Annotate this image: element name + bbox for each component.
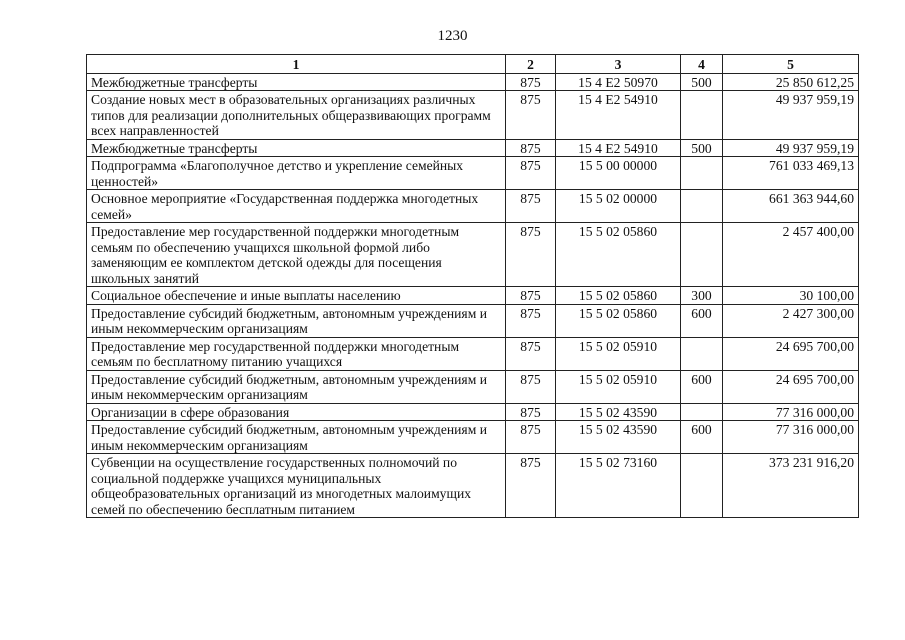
table-row xyxy=(87,370,859,403)
row-amount: 2 457 400,00 xyxy=(723,223,859,287)
table-row xyxy=(87,91,859,140)
row-code: 875 xyxy=(506,421,556,454)
row-name: Субвенции на осуществление государственных полномочий по социальной поддержке учащихся муниципальных общеобразовательных организаций из многодетных малоимущих семей по обеспечению бесплатным питанием xyxy=(87,454,506,518)
row-code: 875 xyxy=(506,190,556,223)
row-name: Предоставление субсидий бюджетным, автономным учреждениям и иным некоммерческим организациям xyxy=(87,370,506,403)
row-vr: 500 xyxy=(681,73,723,91)
row-vr xyxy=(681,91,723,140)
row-vr xyxy=(681,337,723,370)
row-csr: 15 5 02 00000 xyxy=(556,190,681,223)
row-amount: 49 937 959,19 xyxy=(723,139,859,157)
table-row xyxy=(87,421,859,454)
row-csr: 15 5 02 43590 xyxy=(556,403,681,421)
row-name: Социальное обеспечение и иные выплаты населению xyxy=(87,287,506,305)
table-row xyxy=(87,73,859,91)
row-name: Организации в сфере образования xyxy=(87,403,506,421)
row-vr xyxy=(681,454,723,518)
table-row xyxy=(87,403,859,421)
row-csr: 15 5 02 43590 xyxy=(556,421,681,454)
row-amount: 2 427 300,00 xyxy=(723,304,859,337)
row-amount: 25 850 612,25 xyxy=(723,73,859,91)
row-code: 875 xyxy=(506,337,556,370)
row-code: 875 xyxy=(506,91,556,140)
row-code: 875 xyxy=(506,157,556,190)
row-code: 875 xyxy=(506,454,556,518)
header-col-2: 2 xyxy=(506,55,556,74)
row-csr: 15 4 E2 54910 xyxy=(556,139,681,157)
page-number: 1230 xyxy=(437,28,468,44)
row-vr xyxy=(681,190,723,223)
row-vr: 600 xyxy=(681,370,723,403)
row-csr: 15 4 E2 50970 xyxy=(556,73,681,91)
row-vr: 600 xyxy=(681,304,723,337)
table-header-row xyxy=(87,55,859,74)
row-vr: 500 xyxy=(681,139,723,157)
row-csr: 15 5 02 05860 xyxy=(556,223,681,287)
table-row xyxy=(87,287,859,305)
row-csr: 15 5 02 05910 xyxy=(556,337,681,370)
row-csr: 15 5 02 73160 xyxy=(556,454,681,518)
row-name: Межбюджетные трансферты xyxy=(87,73,506,91)
row-vr xyxy=(681,223,723,287)
row-amount: 49 937 959,19 xyxy=(723,91,859,140)
row-code: 875 xyxy=(506,223,556,287)
row-amount: 661 363 944,60 xyxy=(723,190,859,223)
table-row xyxy=(87,337,859,370)
table-row xyxy=(87,304,859,337)
budget-table xyxy=(86,54,859,518)
row-code: 875 xyxy=(506,304,556,337)
row-name: Межбюджетные трансферты xyxy=(87,139,506,157)
row-name: Создание новых мест в образовательных организациях различных типов для реализации дополнительных общеразвивающих программ всех направленностей xyxy=(87,91,506,140)
row-amount: 24 695 700,00 xyxy=(723,370,859,403)
row-name: Основное мероприятие «Государственная поддержка многодетных семей» xyxy=(87,190,506,223)
row-code: 875 xyxy=(506,403,556,421)
table-row xyxy=(87,223,859,287)
row-csr: 15 5 00 00000 xyxy=(556,157,681,190)
row-name: Предоставление мер государственной поддержки многодетным семьям по обеспечению учащихся школьной формой либо заменяющим ее комплектом детской одежды для посещения школьных занятий xyxy=(87,223,506,287)
row-code: 875 xyxy=(506,73,556,91)
header-col-4: 4 xyxy=(681,55,723,74)
row-amount: 761 033 469,13 xyxy=(723,157,859,190)
table-row xyxy=(87,190,859,223)
row-name: Предоставление субсидий бюджетным, автономным учреждениям и иным некоммерческим организациям xyxy=(87,304,506,337)
row-amount: 30 100,00 xyxy=(723,287,859,305)
row-vr: 600 xyxy=(681,421,723,454)
table-row xyxy=(87,139,859,157)
row-csr: 15 5 02 05860 xyxy=(556,304,681,337)
row-code: 875 xyxy=(506,139,556,157)
table-row xyxy=(87,454,859,518)
row-name: Предоставление субсидий бюджетным, автономным учреждениям и иным некоммерческим организациям xyxy=(87,421,506,454)
header-col-1: 1 xyxy=(87,55,506,74)
row-name: Подпрограмма «Благополучное детство и укрепление семейных ценностей» xyxy=(87,157,506,190)
row-vr xyxy=(681,403,723,421)
table-row xyxy=(87,157,859,190)
row-vr xyxy=(681,157,723,190)
row-amount: 24 695 700,00 xyxy=(723,337,859,370)
row-name: Предоставление мер государственной поддержки многодетным семьям по бесплатному питанию учащихся xyxy=(87,337,506,370)
header-col-3: 3 xyxy=(556,55,681,74)
row-vr: 300 xyxy=(681,287,723,305)
row-amount: 77 316 000,00 xyxy=(723,403,859,421)
row-csr: 15 5 02 05860 xyxy=(556,287,681,305)
row-csr: 15 5 02 05910 xyxy=(556,370,681,403)
row-csr: 15 4 E2 54910 xyxy=(556,91,681,140)
header-col-5: 5 xyxy=(723,55,859,74)
row-code: 875 xyxy=(506,287,556,305)
row-amount: 373 231 916,20 xyxy=(723,454,859,518)
row-code: 875 xyxy=(506,370,556,403)
row-amount: 77 316 000,00 xyxy=(723,421,859,454)
